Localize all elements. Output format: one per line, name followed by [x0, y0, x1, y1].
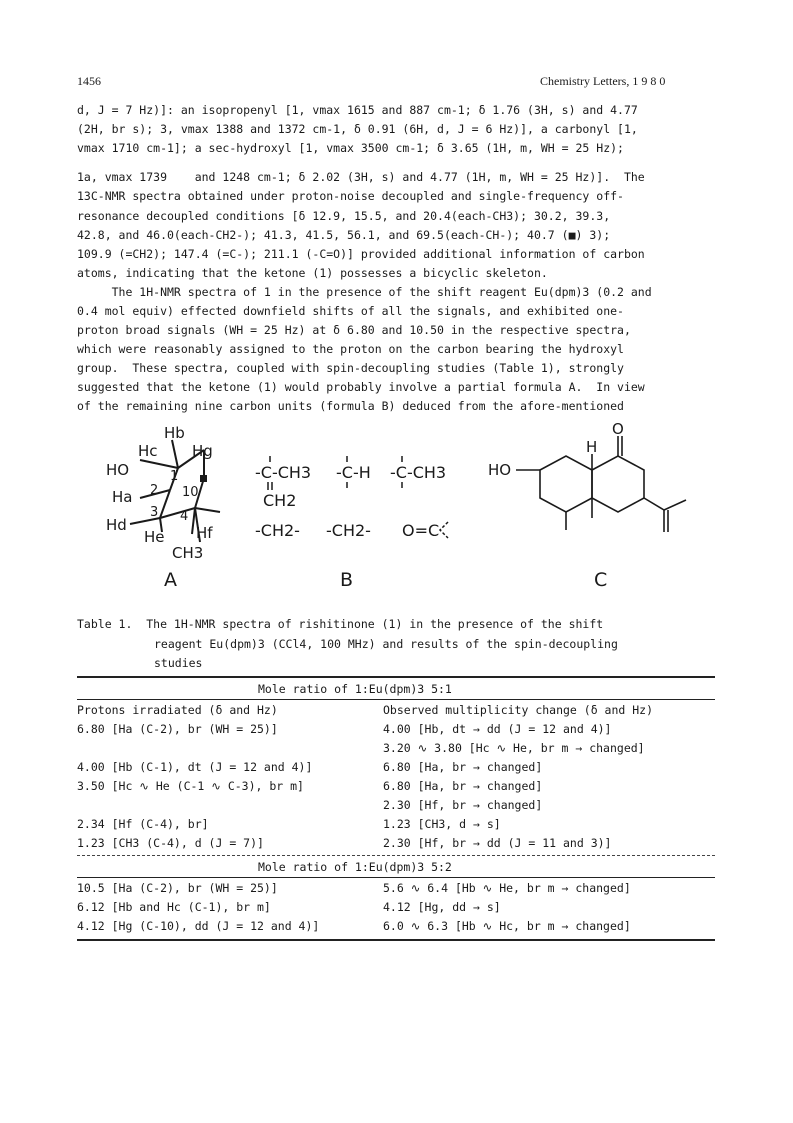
table-cell: 3.50 [Hc ∿ He (C-1 ∿ C-3), br m] — [77, 779, 304, 793]
label-ch3: CH3 — [172, 544, 204, 562]
label-ha: Ha — [112, 488, 133, 506]
fragment-2: -C-H — [336, 463, 371, 482]
table-cell: 6.0 ∿ 6.3 [Hb ∿ Hc, br m → changed] — [383, 919, 631, 933]
table-cell: 6.80 [Ha, br → changed] — [383, 760, 543, 774]
formula-b — [255, 463, 446, 590]
atom-4: 4 — [180, 509, 189, 524]
column-header-right: Observed multiplicity change (δ and Hz) — [383, 703, 654, 717]
figure-label-a: A — [164, 569, 177, 590]
journal-title: Chemistry Letters, 1 9 8 0 — [540, 74, 666, 88]
label-hd: Hd — [106, 516, 127, 534]
body-line: atoms, indicating that the ketone (1) possesses a bicyclic skeleton. — [77, 266, 548, 280]
body-line: suggested that the ketone (1) would probably involve a partial formula A. In view — [77, 380, 645, 394]
body-line: 109.9 (=CH2); 147.4 (=C-); 211.1 (-C=O)] provided additional information of carbon — [77, 247, 645, 261]
body-line: 13C-NMR spectra obtained under proton-noise decoupled and single-frequency off- — [77, 189, 624, 203]
label-ho-c: HO — [488, 461, 512, 479]
table-caption-line3: studies — [154, 656, 203, 670]
table-cell: 4.12 [Hg (C-10), dd (J = 12 and 4)] — [77, 919, 320, 933]
fragment-6: O=C — [402, 521, 440, 540]
table-cell: 6.80 [Ha (C-2), br (WH = 25)] — [77, 722, 278, 736]
table-cell: 2.30 [Hf, br → dd (J = 11 and 3)] — [383, 836, 612, 850]
body-line: 1a, vmax 1739 and 1248 cm-1; δ 2.02 (3H, s) and 4.77 (1H, m, WH = 25 Hz)]. The — [77, 170, 645, 184]
fragment-1-ch2: CH2 — [263, 491, 297, 510]
body-line: 42.8, and 46.0(each-CH2-); 41.3, 41.5, 56.1, and 69.5(each-CH-); 40.7 (■) 3); — [77, 228, 611, 242]
body-line: The 1H-NMR spectra of 1 in the presence of the shift reagent Eu(dpm)3 (0.2 and — [77, 285, 652, 299]
table-rule — [77, 877, 715, 878]
table-cell: 4.00 [Hb, dt → dd (J = 12 and 4)] — [383, 722, 612, 736]
table-bottom-rule — [77, 939, 715, 941]
body-line: 0.4 mol equiv) effected downfield shifts of all the signals, and exhibited one- — [77, 304, 624, 318]
label-hf: Hf — [196, 524, 213, 542]
atom-2: 2 — [150, 483, 159, 498]
fragment-5: -CH2- — [326, 521, 371, 540]
table-cell: 5.6 ∿ 6.4 [Hb ∿ He, br m → changed] — [383, 881, 631, 895]
label-hb: Hb — [164, 424, 185, 442]
table-cell: 6.80 [Ha, br → changed] — [383, 779, 543, 793]
table-top-rule — [77, 676, 715, 678]
figure-label-c: C — [594, 569, 608, 590]
fragment-3: -C-CH3 — [390, 463, 447, 482]
body-line: of the remaining nine carbon units (formula B) deduced from the afore-mentioned — [77, 399, 624, 413]
fragment-1: -C-CH3 — [255, 463, 312, 482]
body-line: which were reasonably assigned to the proton on the carbon bearing the hydroxyl — [77, 342, 624, 356]
table-dashed-rule — [77, 855, 715, 856]
fragment-4: -CH2- — [255, 521, 300, 540]
atom-1: 1 — [170, 469, 179, 484]
label-hg: Hg — [192, 442, 213, 460]
table-cell: 6.12 [Hb and Hc (C-1), br m] — [77, 900, 271, 914]
section1-title: Mole ratio of 1:Eu(dpm)3 5:1 — [258, 682, 452, 696]
label-he: He — [144, 528, 165, 546]
body-line: resonance decoupled conditions [δ 12.9, 15.5, and 20.4(each-CH3); 30.2, 39.3, — [77, 209, 611, 223]
column-header-left: Protons irradiated (δ and Hz) — [77, 703, 278, 717]
atom-3: 3 — [150, 505, 159, 520]
label-hc: Hc — [138, 442, 158, 460]
atom-10: 10 — [182, 485, 199, 500]
body-line: group. These spectra, coupled with spin-decoupling studies (Table 1), strongly — [77, 361, 624, 375]
table-cell: 4.12 [Hg, dd → s] — [383, 900, 501, 914]
body-line: proton broad signals (WH = 25 Hz) at δ 6.80 and 10.50 in the respective spectra, — [77, 323, 631, 337]
table-cell: 4.00 [Hb (C-1), dt (J = 12 and 4)] — [77, 760, 313, 774]
table-cell: 2.34 [Hf (C-4), br] — [77, 817, 209, 831]
table-cell: 2.30 [Hf, br → changed] — [383, 798, 543, 812]
section2-title: Mole ratio of 1:Eu(dpm)3 5:2 — [258, 860, 452, 874]
table-caption-line2: reagent Eu(dpm)3 (CCl4, 100 MHz) and results of the spin-decoupling — [154, 637, 618, 651]
table-cell: 10.5 [Ha (C-2), br (WH = 25)] — [77, 881, 278, 895]
page-number: 1456 — [77, 74, 101, 88]
structure-figure — [100, 420, 700, 590]
label-ho: HO — [106, 461, 130, 479]
label-o-c: O — [612, 420, 624, 438]
body-line: (2H, br s); 3, vmax 1388 and 1372 cm-1, δ 0.91 (6H, d, J = 6 Hz)], a carbonyl [1, — [77, 122, 638, 136]
table-cell: 1.23 [CH3, d → s] — [383, 817, 501, 831]
label-h-c: H — [586, 438, 598, 456]
figure-label-b: B — [340, 569, 354, 590]
table-rule — [77, 699, 715, 700]
body-line: vmax 1710 cm-1]; a sec-hydroxyl [1, vmax 3500 cm-1; δ 3.65 (1H, m, WH = 25 Hz); — [77, 141, 624, 155]
table-cell: 1.23 [CH3 (C-4), d (J = 7)] — [77, 836, 264, 850]
table-cell: 3.20 ∿ 3.80 [Hc ∿ He, br m → changed] — [383, 741, 645, 755]
table-caption-line1: Table 1. The 1H-NMR spectra of rishitinone (1) in the presence of the shift — [77, 617, 604, 631]
body-line: d, J = 7 Hz)]: an isopropenyl [1, vmax 1615 and 887 cm-1; δ 1.76 (3H, s) and 4.77 — [77, 103, 638, 117]
formula-c — [516, 436, 686, 532]
